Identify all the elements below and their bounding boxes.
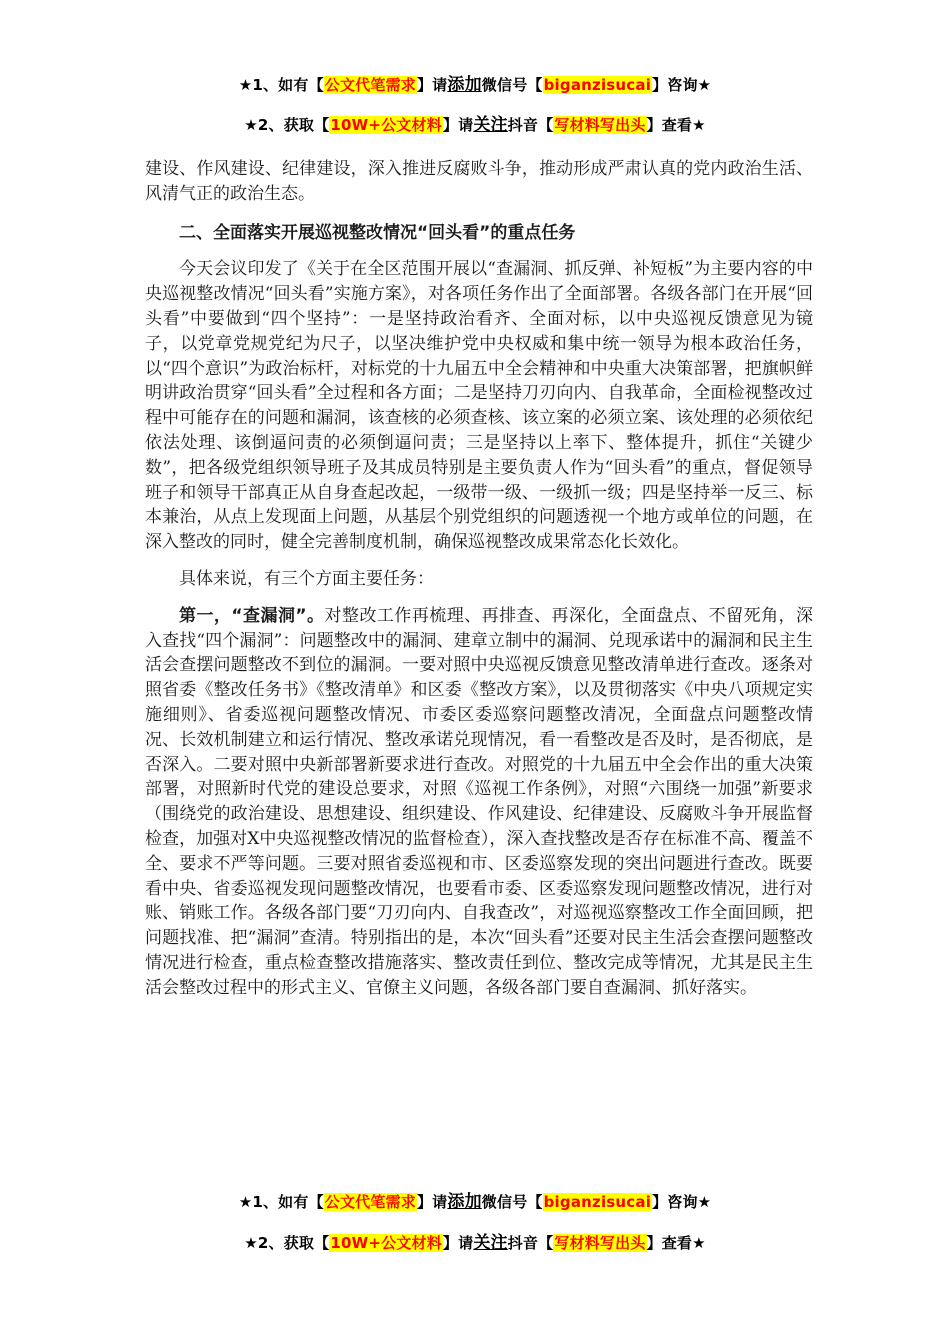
highlight-service: 公文代笔需求 <box>324 1193 416 1211</box>
underlined-action: 关注 <box>473 1233 508 1253</box>
banner-text: 】请 <box>442 1234 474 1252</box>
paragraph-task-one <box>145 604 813 1001</box>
banner-text: 】请 <box>416 1193 448 1211</box>
star-icon: ★ <box>238 1193 253 1211</box>
banner-text: 】查看★ <box>646 116 706 134</box>
bottom-banner-line-2 <box>0 1228 950 1253</box>
banner-text: 】请 <box>416 76 448 94</box>
highlight-wechat-id: biganzisucai <box>543 76 652 94</box>
banner-text: 微信号【 <box>481 1193 543 1211</box>
banner-text: 2、获取【 <box>257 116 330 134</box>
banner-text: 微信号【 <box>481 76 543 94</box>
highlight-service: 公文代笔需求 <box>324 76 416 94</box>
highlight-douyin-account: 写材料写出头 <box>554 1234 646 1252</box>
underlined-action: 关注 <box>473 115 508 135</box>
highlight-douyin-account: 写材料写出头 <box>554 116 646 134</box>
task-one-lead: 第一，“查漏洞”。 <box>179 605 325 626</box>
banner-text: 1、如有【 <box>252 76 324 94</box>
banner-text: 】请 <box>442 116 474 134</box>
banner-text: 】咨询★ <box>652 1193 712 1211</box>
star-icon: ★ <box>244 116 258 134</box>
star-icon: ★ <box>244 1234 258 1252</box>
document-body <box>145 157 813 1001</box>
star-icon: ★ <box>238 76 253 94</box>
highlight-wechat-id: biganzisucai <box>543 1193 652 1211</box>
underlined-action: 添加 <box>447 1192 482 1212</box>
paragraph-tasks-intro: 具体来说，有三个方面主要任务： <box>179 568 434 589</box>
section-heading: 二、全面落实开展巡视整改情况“回头看”的重点任务 <box>179 222 576 243</box>
banner-text: 2、获取【 <box>257 1234 330 1252</box>
banner-text: 1、如有【 <box>252 1193 324 1211</box>
banner-text: 抖音【 <box>507 1234 554 1252</box>
underlined-action: 添加 <box>447 75 482 95</box>
paragraph-continued: 建设、作风建设、纪律建设，深入推进反腐败斗争，推动形成严肃认真的党内政治生活、风清气正的政治生态。 <box>145 159 813 204</box>
paragraph-four-persistences: 今天会议印发了《关于在全区范围开展以“查漏洞、抓反弹、补短板”为主要内容的中央巡视整改情况“回头看”实施方案》，对各项任务作出了全面部署。各级各部门在开展“回头看”中要做到“四个坚持”：一是坚持政治看齐、全面对标，以中央巡视反馈意见为镜子，以党章党规党纪为尺子，以坚决维护党中央权威和集中统一领导为根本政治任务，以“四个意识”为政治标杆，对标党的十九届五中全会精神和中央重大决策部署，把旗帜鲜明讲政治贯穿“回头看”全过程和各方面；二是坚持刀刃向内、自我革命，全面检视整改过程中可能存在的问题和漏洞，该查核的必须查核、该立案的必须立案、该处理的必须依纪依法处理、该倒逼问责的必须倒逼问责；三是坚持以上率下、整体提升，抓住“关键少数”，把各级党组织领导班子及其成员特别是主要负责人作为“回头看”的重点，督促领导班子和领导干部真正从自身查起改起，一级带一级、一级抓一级；四是坚持举一反三、标本兼治，从点上发现面上问题，从基层个别党组织的问题透视一个地方或单位的问题，在深入整改的同时，健全完善制度机制，确保巡视整改成果常态化长效化。 <box>145 259 813 553</box>
banner-text: 】咨询★ <box>652 76 712 94</box>
top-banner-line-1 <box>0 70 950 95</box>
banner-text: 】查看★ <box>646 1234 706 1252</box>
highlight-materials: 10W+公文材料 <box>330 116 442 134</box>
task-one-body: 对整改工作再梳理、再排查、再深化，全面盘点、不留死角，深入查找“四个漏洞”：问题整改中的漏洞、建章立制中的漏洞、兑现承诺中的漏洞和民主生活会查摆问题整改不到位的漏洞。一要对照中央巡视反馈意见整改清单进行查改。逐条对照省委《整改任务书》《整改清单》和区委《整改方案》，以及贯彻落实《中央八项规定实施细则》、省委巡视问题整改情况、市委区委巡察问题整改清况，全面盘点问题整改情况、长效机制建立和运行情况、整改承诺兑现情况，看一看整改是否及时，是否彻底，是否深入。二要对照中央新部署新要求进行查改。对照党的十九届五中全会作出的重大决策部署，对照新时代党的建设总要求，对照《巡视工作条例》，对照“六围绕一加强”新要求（围绕党的政治建设、思想建设、组织建设、作风建设、纪律建设、反腐败斗争开展监督检查，加强对X中央巡视整改情况的监督检查），深入查找整改是否存在标准不高、覆盖不全、要求不严等问题。三要对照省委巡视和市、区委巡察发现的突出问题进行查改。既要看中央、省委巡视发现问题整改情况，也要看市委、区委巡察发现问题整改情况，进行对账、销账工作。各级各部门要“刀刃向内、自我查改”，对巡视巡察整改工作全面回顾，把问题找准、把“漏洞”查清。特别指出的是，本次“回头看”还要对民主生活会查摆问题整改情况进行检查，重点检查整改措施落实、整改责任到位、整改完成等情况，尤其是民主生活会整改过程中的形式主义、官僚主义问题，各级各部门要自查漏洞、抓好落实。 <box>145 605 813 998</box>
highlight-materials: 10W+公文材料 <box>330 1234 442 1252</box>
top-banner-line-2 <box>0 110 950 135</box>
bottom-banner-line-1 <box>0 1187 950 1212</box>
banner-text: 抖音【 <box>507 116 554 134</box>
